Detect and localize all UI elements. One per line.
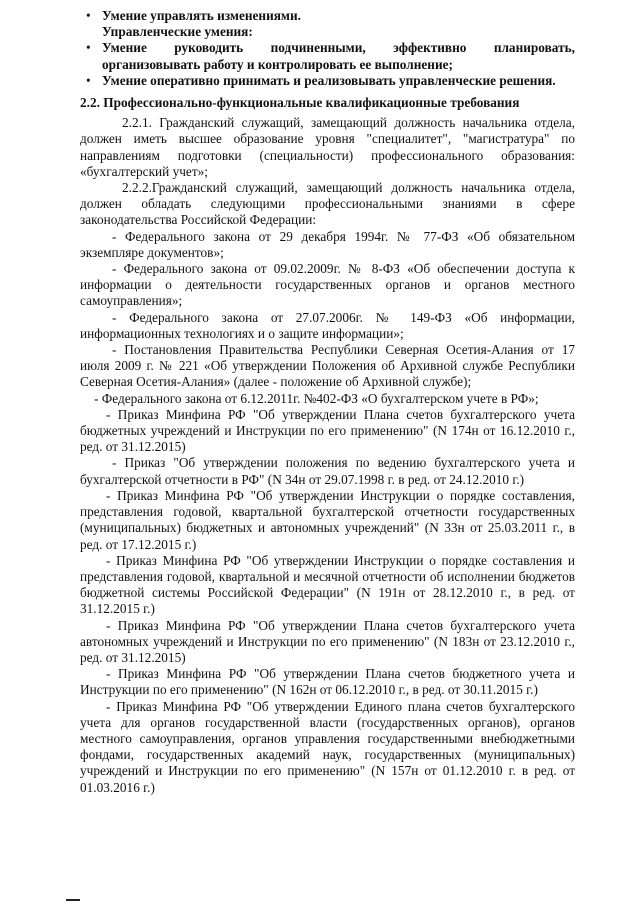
page-corner-mark	[66, 899, 80, 901]
bullet-icon: •	[86, 8, 91, 23]
law-item: - Постановления Правительства Республики Северная Осетия-Алания от 17 июля 2009 г. № 221 «Об утверждении Положения об Архивной службе Республики Северная Осетия-Алания» (далее - положение об Архивной службе);	[80, 342, 575, 390]
law-item: - Федерального закона от 09.02.2009г. № 8-ФЗ «Об обеспечении доступа к информации о деятельности государственных органов и органов местного самоуправления»;	[80, 261, 575, 309]
law-item: - Приказ Минфина РФ "Об утверждении Плана счетов бухгалтерского учета бюджетных учреждений и Инструкции по его применению" (N 174н от 16.12.2010 г., ред. от 31.12.2015)	[80, 406, 575, 455]
paragraph-2-2-2: 2.2.2.Гражданский служащий, замещающий должность начальника отдела, должен обладать следующими профессиональными знаниями в сфере законодательства Российской Федерации:	[80, 180, 575, 228]
law-item: - Федерального закона от 29 декабря 1994г. № 77-ФЗ «Об обязательном экземпляре документов»;	[80, 228, 575, 260]
section-heading: 2.2. Профессионально-функциональные квалификационные требования	[80, 95, 520, 111]
bullet-text: Умение руководить подчиненными, эффективно планировать, организовывать работу и контролировать ее выполнение;	[102, 40, 575, 72]
law-item: - Приказ Минфина РФ "Об утверждении Единого плана счетов бухгалтерского учета для органов государственной власти (государственных органов), органов местного самоуправления, органов управления государственными внебюджетными фондами, государственных академий наук, государственных (муниципальных) учреждений и Инструкции по его применению" (N 157н от 01.12.2010 г. в ред. от 01.03.2016 г.)	[80, 698, 575, 795]
bullet-text: Умение управлять изменениями.	[102, 8, 301, 23]
law-item: - Приказ Минфина РФ "Об утверждении Плана счетов бухгалтерского учета автономных учреждений и Инструкции по его применению" (N 183н от 23.12.2010 г., ред. от 31.12.2015)	[80, 617, 575, 665]
bullet-icon: •	[86, 40, 91, 56]
bullet-icon: •	[86, 72, 91, 88]
law-item: - Федерального закона от 27.07.2006г. № 149-ФЗ «Об информации, информационных технологиях и о защите информации»;	[80, 309, 575, 341]
bullet-item	[80, 40, 575, 72]
bullet-item	[80, 73, 575, 89]
law-item: - Федерального закона от 6.12.2011г. №402-ФЗ «О бухгалтерском учете в РФ»;	[94, 390, 539, 406]
bullet-item	[80, 8, 575, 24]
law-item: - Приказ Минфина РФ "Об утверждении Инструкции о порядке составления и представления годовой, квартальной и месячной отчетности об исполнении бюджетов бюджетной системы Российской Федерации" (N 191н от 28.12.2010 г., в ред. от 31.12.2015 г.)	[80, 552, 575, 617]
document-body	[80, 8, 575, 796]
paragraph-2-2-1: 2.2.1. Гражданский служащий, замещающий должность начальника отдела, должен иметь высшее образование уровня "специалитет", "магистратура" по направлениям подготовки (специальности) профессионального образования: «бухгалтерский учет»;	[80, 115, 575, 179]
law-item: - Приказ "Об утверждении положения по ведению бухгалтерского учета и бухгалтерской отчетности в РФ" (N 34н от 29.07.1998 г. в ред. от 24.12.2010 г.)	[80, 455, 575, 487]
law-item: - Приказ Минфина РФ "Об утверждении Инструкции о порядке составления, представления годовой, квартальной бухгалтерской отчетности государственных (муниципальных) бюджетных и автономных учреждений" (N 33н от 25.03.2011 г., в ред. от 17.12.2015 г.)	[80, 487, 575, 552]
managerial-heading: Управленческие умения:	[102, 24, 253, 40]
law-item: - Приказ Минфина РФ "Об утверждении Плана счетов бюджетного учета и Инструкции по его применению" (N 162н от 06.12.2010 г., в ред. от 30.11.2015 г.)	[80, 666, 575, 698]
bullet-text: Умение оперативно принимать и реализовывать управленческие решения.	[102, 72, 556, 88]
